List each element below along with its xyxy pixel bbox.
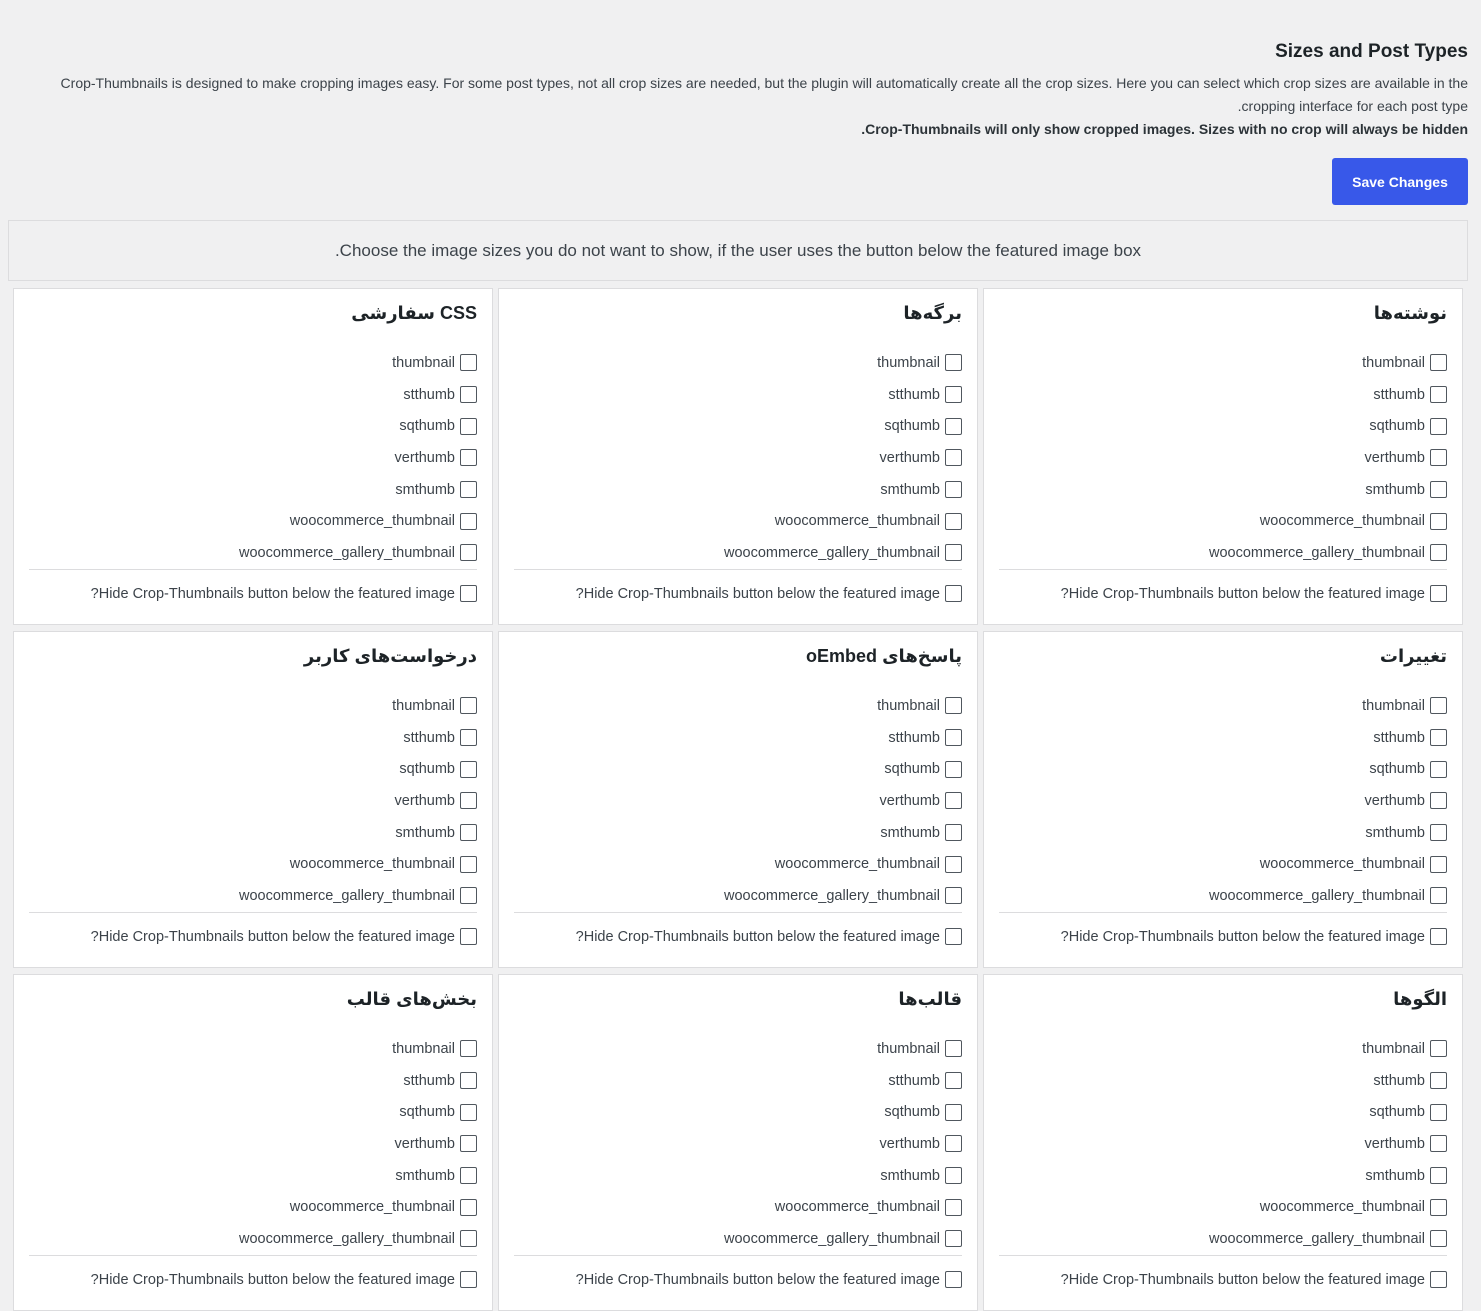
size-label: stthumb: [1373, 1072, 1425, 1089]
size-label: verthumb: [1364, 449, 1425, 466]
size-label: smthumb: [880, 481, 940, 498]
size-label: thumbnail: [877, 1040, 940, 1057]
size-label: woocommerce_gallery_thumbnail: [239, 1230, 455, 1247]
hide-button-label: Hide Crop-Thumbnails button below the featured image?: [90, 928, 455, 945]
size-checkbox[interactable]: [1430, 697, 1447, 714]
size-label: smthumb: [395, 824, 455, 841]
divider: [29, 569, 477, 570]
post-type-card: [498, 288, 978, 625]
size-label: stthumb: [403, 729, 455, 746]
size-label: verthumb: [1364, 1135, 1425, 1152]
size-label: woocommerce_gallery_thumbnail: [1209, 544, 1425, 561]
size-checkbox[interactable]: [945, 729, 962, 746]
post-type-title: برگه‌ها: [903, 303, 962, 323]
size-label: stthumb: [888, 729, 940, 746]
size-option[interactable]: [239, 442, 477, 474]
size-option[interactable]: [1209, 1223, 1447, 1255]
size-option[interactable]: [1209, 505, 1447, 537]
size-label: thumbnail: [392, 697, 455, 714]
size-checkbox[interactable]: [1430, 856, 1447, 873]
size-label: sqthumb: [399, 1104, 455, 1121]
post-type-card: [498, 974, 978, 1311]
size-checkbox[interactable]: [460, 1230, 477, 1247]
size-checkbox[interactable]: [460, 449, 477, 466]
size-option[interactable]: [239, 785, 477, 817]
size-checkbox[interactable]: [460, 354, 477, 371]
size-option[interactable]: [239, 1191, 477, 1223]
size-checkbox[interactable]: [945, 354, 962, 371]
size-label: thumbnail: [392, 1040, 455, 1057]
divider: [29, 912, 477, 913]
hide-button-label: Hide Crop-Thumbnails button below the featured image?: [1060, 1271, 1425, 1288]
size-label: sqthumb: [884, 418, 940, 435]
size-options: [724, 347, 962, 569]
divider: [999, 912, 1447, 913]
divider: [999, 1255, 1447, 1256]
size-checkbox[interactable]: [460, 1040, 477, 1057]
size-checkbox[interactable]: [460, 386, 477, 403]
size-checkbox[interactable]: [1430, 887, 1447, 904]
size-label: smthumb: [880, 824, 940, 841]
hide-button-option[interactable]: [1061, 928, 1447, 945]
size-label: smthumb: [880, 1167, 940, 1184]
size-checkbox[interactable]: [1430, 824, 1447, 841]
size-label: woocommerce_thumbnail: [289, 856, 455, 873]
size-option[interactable]: [239, 848, 477, 880]
size-label: woocommerce_thumbnail: [1259, 1199, 1425, 1216]
page-description: [18, 72, 1468, 141]
hide-button-label: Hide Crop-Thumbnails button below the featured image?: [90, 585, 455, 602]
size-checkbox[interactable]: [460, 513, 477, 530]
size-label: woocommerce_thumbnail: [774, 513, 940, 530]
size-option[interactable]: [724, 1128, 962, 1160]
size-option[interactable]: [239, 1223, 477, 1255]
size-label: woocommerce_thumbnail: [289, 513, 455, 530]
size-options: [239, 1033, 477, 1255]
size-checkbox[interactable]: [1430, 1104, 1447, 1121]
size-label: woocommerce_gallery_thumbnail: [239, 887, 455, 904]
size-options: [1209, 347, 1447, 569]
size-label: verthumb: [394, 792, 455, 809]
description-text: Crop-Thumbnails is designed to make cropping images easy. For some post types, not all crop sizes are needed, but the plugin will automatically create all the crop sizes. Here you can select which crop sizes are available in the cropping interface for each post type.: [60, 75, 1468, 114]
hide-button-label: Hide Crop-Thumbnails button below the featured image?: [575, 585, 940, 602]
size-label: thumbnail: [1362, 354, 1425, 371]
size-label: thumbnail: [877, 697, 940, 714]
size-option[interactable]: [239, 722, 477, 754]
hide-button-option[interactable]: [91, 928, 477, 945]
size-label: smthumb: [395, 481, 455, 498]
size-label: verthumb: [879, 792, 940, 809]
hide-button-option[interactable]: [91, 585, 477, 602]
size-option[interactable]: [1209, 785, 1447, 817]
hide-button-option[interactable]: [576, 928, 962, 945]
size-option[interactable]: [724, 379, 962, 411]
size-option[interactable]: [724, 722, 962, 754]
size-option[interactable]: [724, 1191, 962, 1223]
hide-button-option[interactable]: [1061, 1271, 1447, 1288]
post-type-card: [13, 631, 493, 968]
size-label: sqthumb: [884, 1104, 940, 1121]
size-option[interactable]: [239, 379, 477, 411]
size-checkbox[interactable]: [1430, 481, 1447, 498]
size-option[interactable]: [724, 347, 962, 379]
size-options: [724, 690, 962, 912]
size-option[interactable]: [1209, 410, 1447, 442]
size-label: woocommerce_gallery_thumbnail: [1209, 887, 1425, 904]
size-checkbox[interactable]: [945, 697, 962, 714]
size-option[interactable]: [1209, 722, 1447, 754]
size-option[interactable]: [724, 1160, 962, 1192]
post-type-title: پاسخ‌های oEmbed: [806, 646, 962, 666]
post-type-card: [498, 631, 978, 968]
size-option[interactable]: [1209, 1160, 1447, 1192]
size-checkbox[interactable]: [945, 513, 962, 530]
post-type-title: CSS سفارشی: [351, 303, 477, 323]
size-option[interactable]: [1209, 753, 1447, 785]
hide-button-checkbox[interactable]: [460, 1271, 477, 1288]
size-checkbox[interactable]: [945, 887, 962, 904]
size-option[interactable]: [724, 474, 962, 506]
size-option[interactable]: [1209, 1191, 1447, 1223]
divider: [514, 569, 962, 570]
size-option[interactable]: [239, 753, 477, 785]
size-option[interactable]: [724, 785, 962, 817]
size-option[interactable]: [1209, 817, 1447, 849]
hide-button-option[interactable]: [1061, 585, 1447, 602]
size-checkbox[interactable]: [945, 1199, 962, 1216]
size-option[interactable]: [724, 1033, 962, 1065]
size-label: woocommerce_gallery_thumbnail: [1209, 1230, 1425, 1247]
size-options: [724, 1033, 962, 1255]
post-type-card: [13, 974, 493, 1311]
size-label: woocommerce_gallery_thumbnail: [724, 544, 940, 561]
size-option[interactable]: [239, 347, 477, 379]
size-label: sqthumb: [1369, 761, 1425, 778]
size-checkbox[interactable]: [1430, 354, 1447, 371]
size-checkbox[interactable]: [460, 544, 477, 561]
size-label: stthumb: [1373, 386, 1425, 403]
size-label: woocommerce_thumbnail: [1259, 856, 1425, 873]
size-option[interactable]: [724, 537, 962, 569]
description-note: Crop-Thumbnails will only show cropped images. Sizes with no crop will always be hidden.: [861, 121, 1468, 137]
size-option[interactable]: [239, 690, 477, 722]
size-option[interactable]: [239, 474, 477, 506]
size-checkbox[interactable]: [460, 1072, 477, 1089]
size-label: smthumb: [1365, 1167, 1425, 1184]
size-label: stthumb: [403, 1072, 455, 1089]
divider: [514, 1255, 962, 1256]
size-checkbox[interactable]: [945, 481, 962, 498]
size-checkbox[interactable]: [460, 1104, 477, 1121]
size-option[interactable]: [724, 690, 962, 722]
size-option[interactable]: [1209, 347, 1447, 379]
post-type-title: بخش‌های قالب: [346, 989, 477, 1009]
hide-button-label: Hide Crop-Thumbnails button below the featured image?: [90, 1271, 455, 1288]
size-option[interactable]: [239, 1033, 477, 1065]
size-options: [239, 690, 477, 912]
size-options: [1209, 690, 1447, 912]
size-checkbox[interactable]: [945, 1167, 962, 1184]
size-checkbox[interactable]: [1430, 386, 1447, 403]
size-option[interactable]: [724, 848, 962, 880]
size-checkbox[interactable]: [1430, 1072, 1447, 1089]
hide-button-checkbox[interactable]: [1430, 585, 1447, 602]
size-checkbox[interactable]: [1430, 1135, 1447, 1152]
size-options: [239, 347, 477, 569]
size-option[interactable]: [1209, 880, 1447, 912]
size-checkbox[interactable]: [460, 1199, 477, 1216]
size-checkbox[interactable]: [945, 449, 962, 466]
size-checkbox[interactable]: [460, 697, 477, 714]
post-type-title: الگوها: [1393, 989, 1447, 1009]
size-option[interactable]: [724, 1223, 962, 1255]
size-option[interactable]: [1209, 379, 1447, 411]
hide-button-checkbox[interactable]: [1430, 928, 1447, 945]
hide-button-checkbox[interactable]: [945, 585, 962, 602]
size-label: sqthumb: [1369, 418, 1425, 435]
size-option[interactable]: [1209, 442, 1447, 474]
size-label: verthumb: [879, 1135, 940, 1152]
size-option[interactable]: [239, 505, 477, 537]
size-checkbox[interactable]: [1430, 418, 1447, 435]
size-option[interactable]: [724, 410, 962, 442]
size-option[interactable]: [239, 1128, 477, 1160]
size-option[interactable]: [724, 817, 962, 849]
size-label: sqthumb: [884, 761, 940, 778]
hide-button-option[interactable]: [576, 585, 962, 602]
size-option[interactable]: [1209, 690, 1447, 722]
size-label: sqthumb: [399, 761, 455, 778]
size-options: [1209, 1033, 1447, 1255]
size-checkbox[interactable]: [945, 1040, 962, 1057]
size-checkbox[interactable]: [1430, 1199, 1447, 1216]
size-label: stthumb: [403, 386, 455, 403]
size-label: smthumb: [395, 1167, 455, 1184]
hide-button-checkbox[interactable]: [1430, 1271, 1447, 1288]
save-changes-button[interactable]: Save Changes: [1332, 158, 1468, 205]
size-label: stthumb: [888, 1072, 940, 1089]
size-option[interactable]: [1209, 1033, 1447, 1065]
size-option[interactable]: [239, 1096, 477, 1128]
size-checkbox[interactable]: [945, 386, 962, 403]
post-type-title: تغییرات: [1379, 646, 1447, 666]
size-option[interactable]: [239, 817, 477, 849]
size-label: woocommerce_thumbnail: [1259, 513, 1425, 530]
size-checkbox[interactable]: [945, 792, 962, 809]
size-option[interactable]: [724, 1096, 962, 1128]
size-checkbox[interactable]: [460, 887, 477, 904]
size-option[interactable]: [1209, 848, 1447, 880]
size-label: thumbnail: [877, 354, 940, 371]
size-option[interactable]: [239, 880, 477, 912]
size-checkbox[interactable]: [945, 856, 962, 873]
size-label: smthumb: [1365, 481, 1425, 498]
hide-button-label: Hide Crop-Thumbnails button below the featured image?: [1060, 928, 1425, 945]
size-checkbox[interactable]: [1430, 513, 1447, 530]
size-option[interactable]: [239, 410, 477, 442]
post-type-card: [983, 631, 1463, 968]
size-label: woocommerce_gallery_thumbnail: [724, 1230, 940, 1247]
size-checkbox[interactable]: [460, 761, 477, 778]
post-type-card: [983, 288, 1463, 625]
page-title: Sizes and Post Types: [1275, 40, 1468, 62]
post-type-title: درخواست‌های کاربر: [303, 646, 477, 666]
size-label: verthumb: [394, 449, 455, 466]
size-label: woocommerce_thumbnail: [774, 856, 940, 873]
size-checkbox[interactable]: [1430, 544, 1447, 561]
size-option[interactable]: [724, 880, 962, 912]
size-checkbox[interactable]: [1430, 1230, 1447, 1247]
size-checkbox[interactable]: [460, 1167, 477, 1184]
divider: [999, 569, 1447, 570]
size-option[interactable]: [1209, 537, 1447, 569]
post-type-title: نوشته‌ها: [1373, 303, 1447, 323]
size-checkbox[interactable]: [1430, 792, 1447, 809]
size-option[interactable]: [239, 537, 477, 569]
hide-button-label: Hide Crop-Thumbnails button below the featured image?: [1060, 585, 1425, 602]
size-option[interactable]: [724, 1065, 962, 1097]
size-label: thumbnail: [1362, 697, 1425, 714]
size-checkbox[interactable]: [945, 761, 962, 778]
size-checkbox[interactable]: [460, 824, 477, 841]
size-label: thumbnail: [392, 354, 455, 371]
size-option[interactable]: [724, 442, 962, 474]
size-checkbox[interactable]: [945, 418, 962, 435]
size-label: stthumb: [1373, 729, 1425, 746]
size-checkbox[interactable]: [945, 544, 962, 561]
post-type-title: قالب‌ها: [898, 989, 962, 1009]
size-checkbox[interactable]: [1430, 729, 1447, 746]
size-checkbox[interactable]: [945, 1135, 962, 1152]
size-option[interactable]: [724, 505, 962, 537]
hide-button-checkbox[interactable]: [945, 1271, 962, 1288]
hide-button-option[interactable]: [576, 1271, 962, 1288]
hide-button-label: Hide Crop-Thumbnails button below the featured image?: [575, 1271, 940, 1288]
size-checkbox[interactable]: [945, 1072, 962, 1089]
hide-button-label: Hide Crop-Thumbnails button below the featured image?: [575, 928, 940, 945]
size-checkbox[interactable]: [945, 1230, 962, 1247]
size-option[interactable]: [1209, 474, 1447, 506]
size-label: woocommerce_thumbnail: [774, 1199, 940, 1216]
size-checkbox[interactable]: [1430, 1040, 1447, 1057]
size-option[interactable]: [724, 753, 962, 785]
post-type-card: [983, 974, 1463, 1311]
size-checkbox[interactable]: [945, 824, 962, 841]
size-checkbox[interactable]: [460, 729, 477, 746]
size-checkbox[interactable]: [1430, 761, 1447, 778]
size-label: thumbnail: [1362, 1040, 1425, 1057]
size-label: sqthumb: [399, 418, 455, 435]
size-label: smthumb: [1365, 824, 1425, 841]
size-option[interactable]: [1209, 1065, 1447, 1097]
sizes-notice: Choose the image sizes you do not want to show, if the user uses the button below the featured image box.: [8, 220, 1468, 281]
size-label: woocommerce_gallery_thumbnail: [724, 887, 940, 904]
hide-button-option[interactable]: [91, 1271, 477, 1288]
size-label: woocommerce_thumbnail: [289, 1199, 455, 1216]
size-checkbox[interactable]: [1430, 1167, 1447, 1184]
post-type-card: [13, 288, 493, 625]
size-option[interactable]: [1209, 1128, 1447, 1160]
size-checkbox[interactable]: [460, 481, 477, 498]
divider: [29, 1255, 477, 1256]
size-option[interactable]: [239, 1065, 477, 1097]
divider: [514, 912, 962, 913]
size-label: verthumb: [394, 1135, 455, 1152]
size-checkbox[interactable]: [460, 418, 477, 435]
size-label: verthumb: [1364, 792, 1425, 809]
size-checkbox[interactable]: [460, 792, 477, 809]
hide-button-checkbox[interactable]: [460, 585, 477, 602]
size-checkbox[interactable]: [460, 1135, 477, 1152]
hide-button-checkbox[interactable]: [460, 928, 477, 945]
size-label: woocommerce_gallery_thumbnail: [239, 544, 455, 561]
size-label: stthumb: [888, 386, 940, 403]
size-option[interactable]: [239, 1160, 477, 1192]
size-label: sqthumb: [1369, 1104, 1425, 1121]
size-checkbox[interactable]: [460, 856, 477, 873]
size-label: verthumb: [879, 449, 940, 466]
size-checkbox[interactable]: [945, 1104, 962, 1121]
hide-button-checkbox[interactable]: [945, 928, 962, 945]
size-option[interactable]: [1209, 1096, 1447, 1128]
size-checkbox[interactable]: [1430, 449, 1447, 466]
